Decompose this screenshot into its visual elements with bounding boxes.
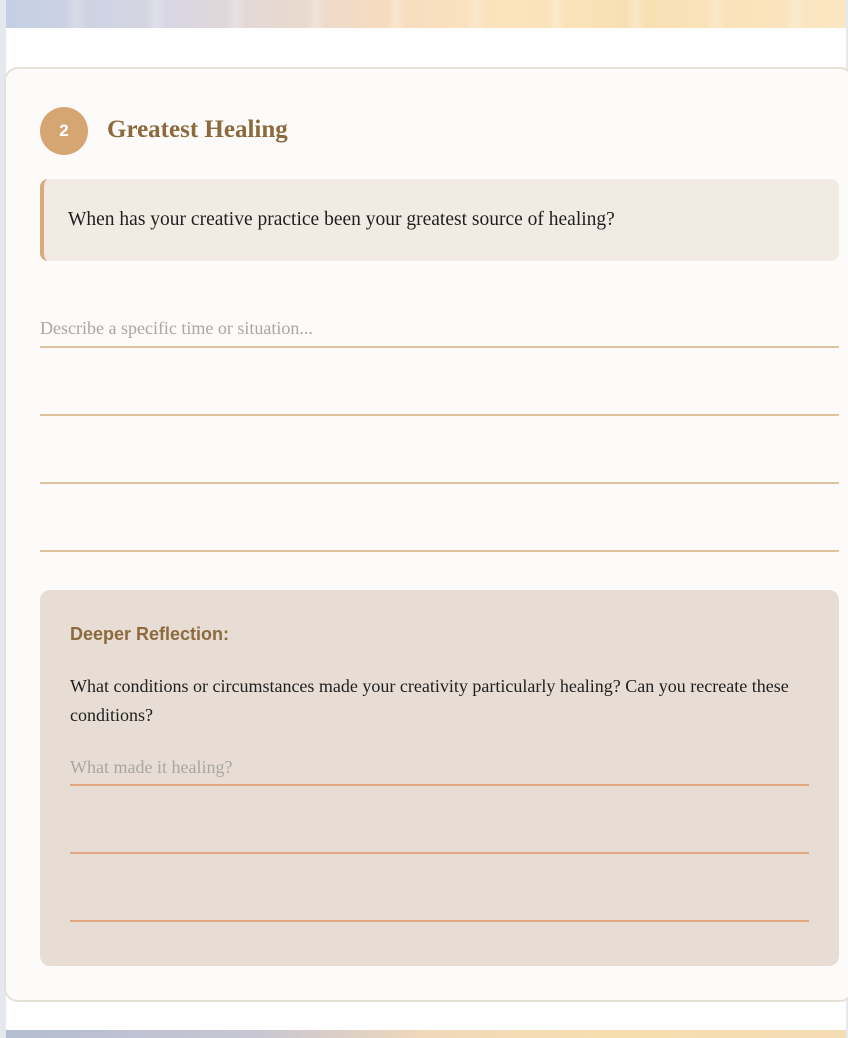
answer-line-3[interactable] [40,446,839,484]
reflection-answer-line-3[interactable] [70,886,809,922]
reflection-question: What conditions or circumstances made your creativity particularly healing? Can you recreate these conditions? [70,676,789,725]
answer-line-2[interactable] [40,378,839,416]
reflection-answer-line-1[interactable] [70,750,809,786]
step-number-badge: 2 [40,107,88,155]
section-title: Greatest Healing [107,116,288,143]
reflection-heading: Deeper Reflection: [70,624,230,644]
header-banner-image [6,0,846,28]
answer-line-1[interactable] [40,310,839,348]
answer-line-4[interactable] [40,514,839,552]
prompt-box [40,179,839,261]
footer-banner-image [6,1030,846,1038]
prompt-text: When has your creative practice been your greatest source of healing? [68,209,615,230]
reflection-answer-line-2[interactable] [70,818,809,854]
